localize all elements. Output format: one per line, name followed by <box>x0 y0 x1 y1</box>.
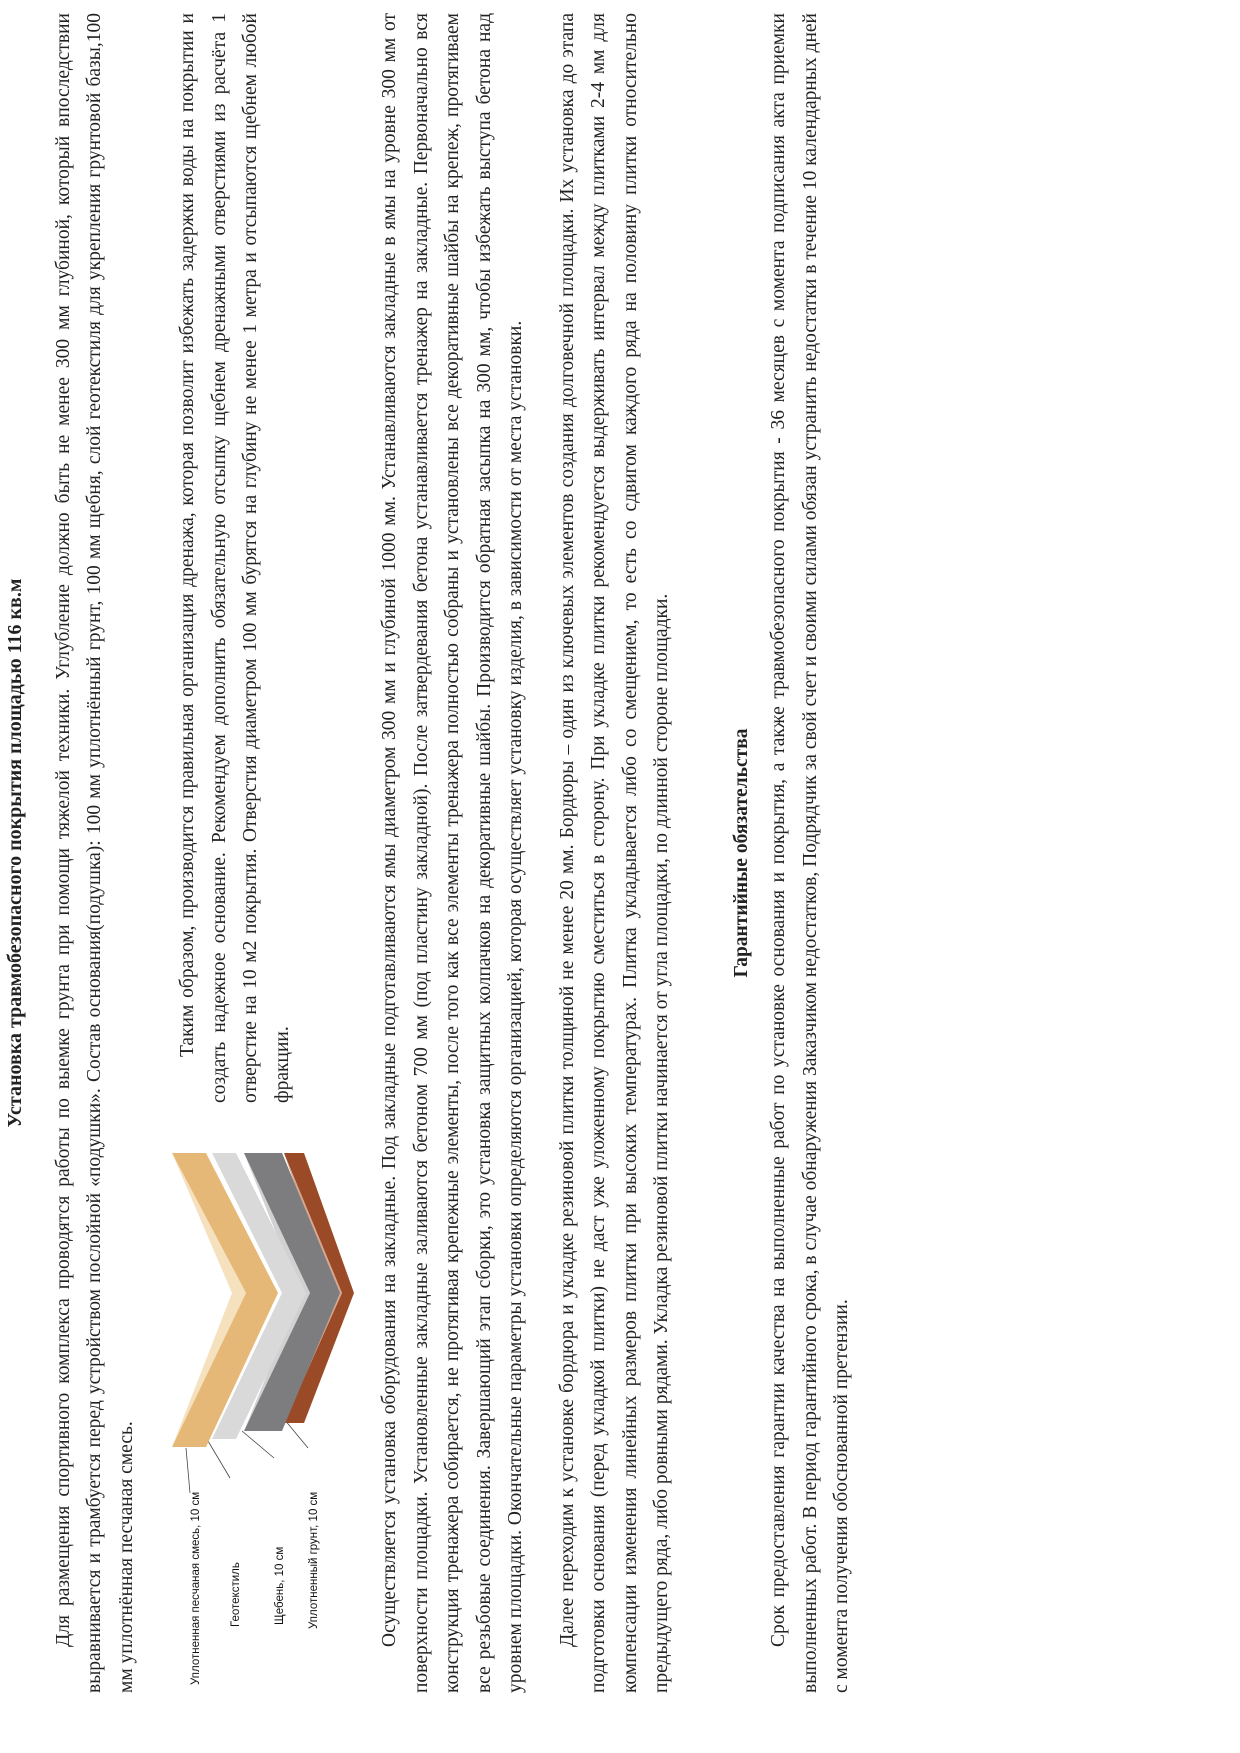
drainage-column <box>172 13 298 1103</box>
legend-soil: Уплотненный грунт, 10 см <box>308 1491 320 1629</box>
drainage-paragraph: Таким образом, производится правильная организация дренажа, которая позволит избежать задержки воды на покрытии и создать надежное основание. Рекомендуем дополнить обязательную отсыпку щебнем дренажными отверстиями из расчёта 1 отверстие на 10 м2 покрытия. Отверстия диаметром 100 мм бурятся на глубину не менее 1 метра и отсыпаются щебнем любой фракции. <box>177 13 293 1103</box>
document-content <box>0 13 858 1693</box>
spacer <box>532 13 552 1693</box>
spacer <box>354 13 374 1693</box>
figure-row <box>172 13 354 1693</box>
rotated-document <box>0 13 1180 1693</box>
leader-line <box>284 1419 308 1448</box>
intro-paragraph: Для размещения спортивного комплекса проводятся работы по выемке грунта при помощи тяжелой техники. Углубление должно быть не менее 300 мм глубиной, который впоследствии выравнивается и трамбуется перед устройством послойной «подушки». Состав основания(подушка): 100 мм уплотнённый грунт, 100 мм щебня, слой геотекстиля для укрепления грунтовой базы,100 мм уплотнённая песчаная смесь. <box>52 13 137 1693</box>
legend-gravel: Щебень, 10 см <box>274 1546 286 1625</box>
leader-line <box>186 1448 190 1493</box>
legend-geotextile: Геотекстиль <box>230 1562 242 1627</box>
legend-sand: Уплотненная песчаная смесь, 10 см <box>190 1491 202 1685</box>
layer-diagram <box>172 1133 354 1693</box>
document-title: Установка травмобезопасного покрытия площадью 116 кв.м <box>4 578 26 1128</box>
guarantee-title: Гарантийные обязательства <box>730 728 752 978</box>
leader-line <box>242 1431 274 1458</box>
leader-line <box>208 1441 230 1478</box>
installation-paragraph: Осуществляется установка оборудования на закладные. Под закладные подготавливаются ямы диаметром 300 мм и глубиной 1000 мм. Устанавливаются закладные в ямы на уровне 300 мм от поверхности площадки. Установленные закладные заливаются бетоном 700 мм (под пластину закладной). После затвердевания бетона устанавливается тренажер на закладные. Первоначально вся конструкция тренажера собирается, не протягивая крепежные элементы, после того как все элементы тренажера полностью собраны и установлены все декоративные шайбы на крепеж, протягиваем все резьбовые соединения. Завершающий этап сборки, это установка защитных колпачков на декоративные шайбы. Производится обратная засыпка на 300 мм, чтобы избежать выступа бетона над уровнем площадки. Окончательные параметры установки определяются организацией, которая осуществляет установку изделия, в зависимости от места установки. <box>379 13 526 1693</box>
border-paragraph: Далее переходим к установке бордюра и укладке резиновой плитки толщиной не менее 20 мм. Бордюры – один из ключевых элементов создания долговечной площадки. Их установка до этапа подготовки основания (перед укладкой плитки) не даст уже уложенному покрытию сместиться в сторону. При укладке плитки рекомендуется выдерживать интервал между плитками 2-4 мм для компенсации изменения линейных размеров плитки при высоких температурах. Плитка укладывается либо со смещением, то есть со сдвигом каждого ряда на половину плитки относительно предыдущего ряда, либо ровными рядами. Укладка резиновой плитки начинается от угла площадки, по длинной стороне площадки. <box>556 13 672 1693</box>
spacer <box>678 13 712 1693</box>
guarantee-paragraph: Срок предоставления гарантии качества на выполненные работ по установке основания и покрытия, а также травмобезопасного покрытия - 36 месяцев с момента подписания акта приемки выполненных работ. В период гарантийного срока, в случае обнаружения Заказчиком недостатков, Подрядчик за свой счет и своими силами обязан устранить недостатки в течение 10 календарных дней с момента получения обоснованной претензии. <box>768 13 852 1693</box>
